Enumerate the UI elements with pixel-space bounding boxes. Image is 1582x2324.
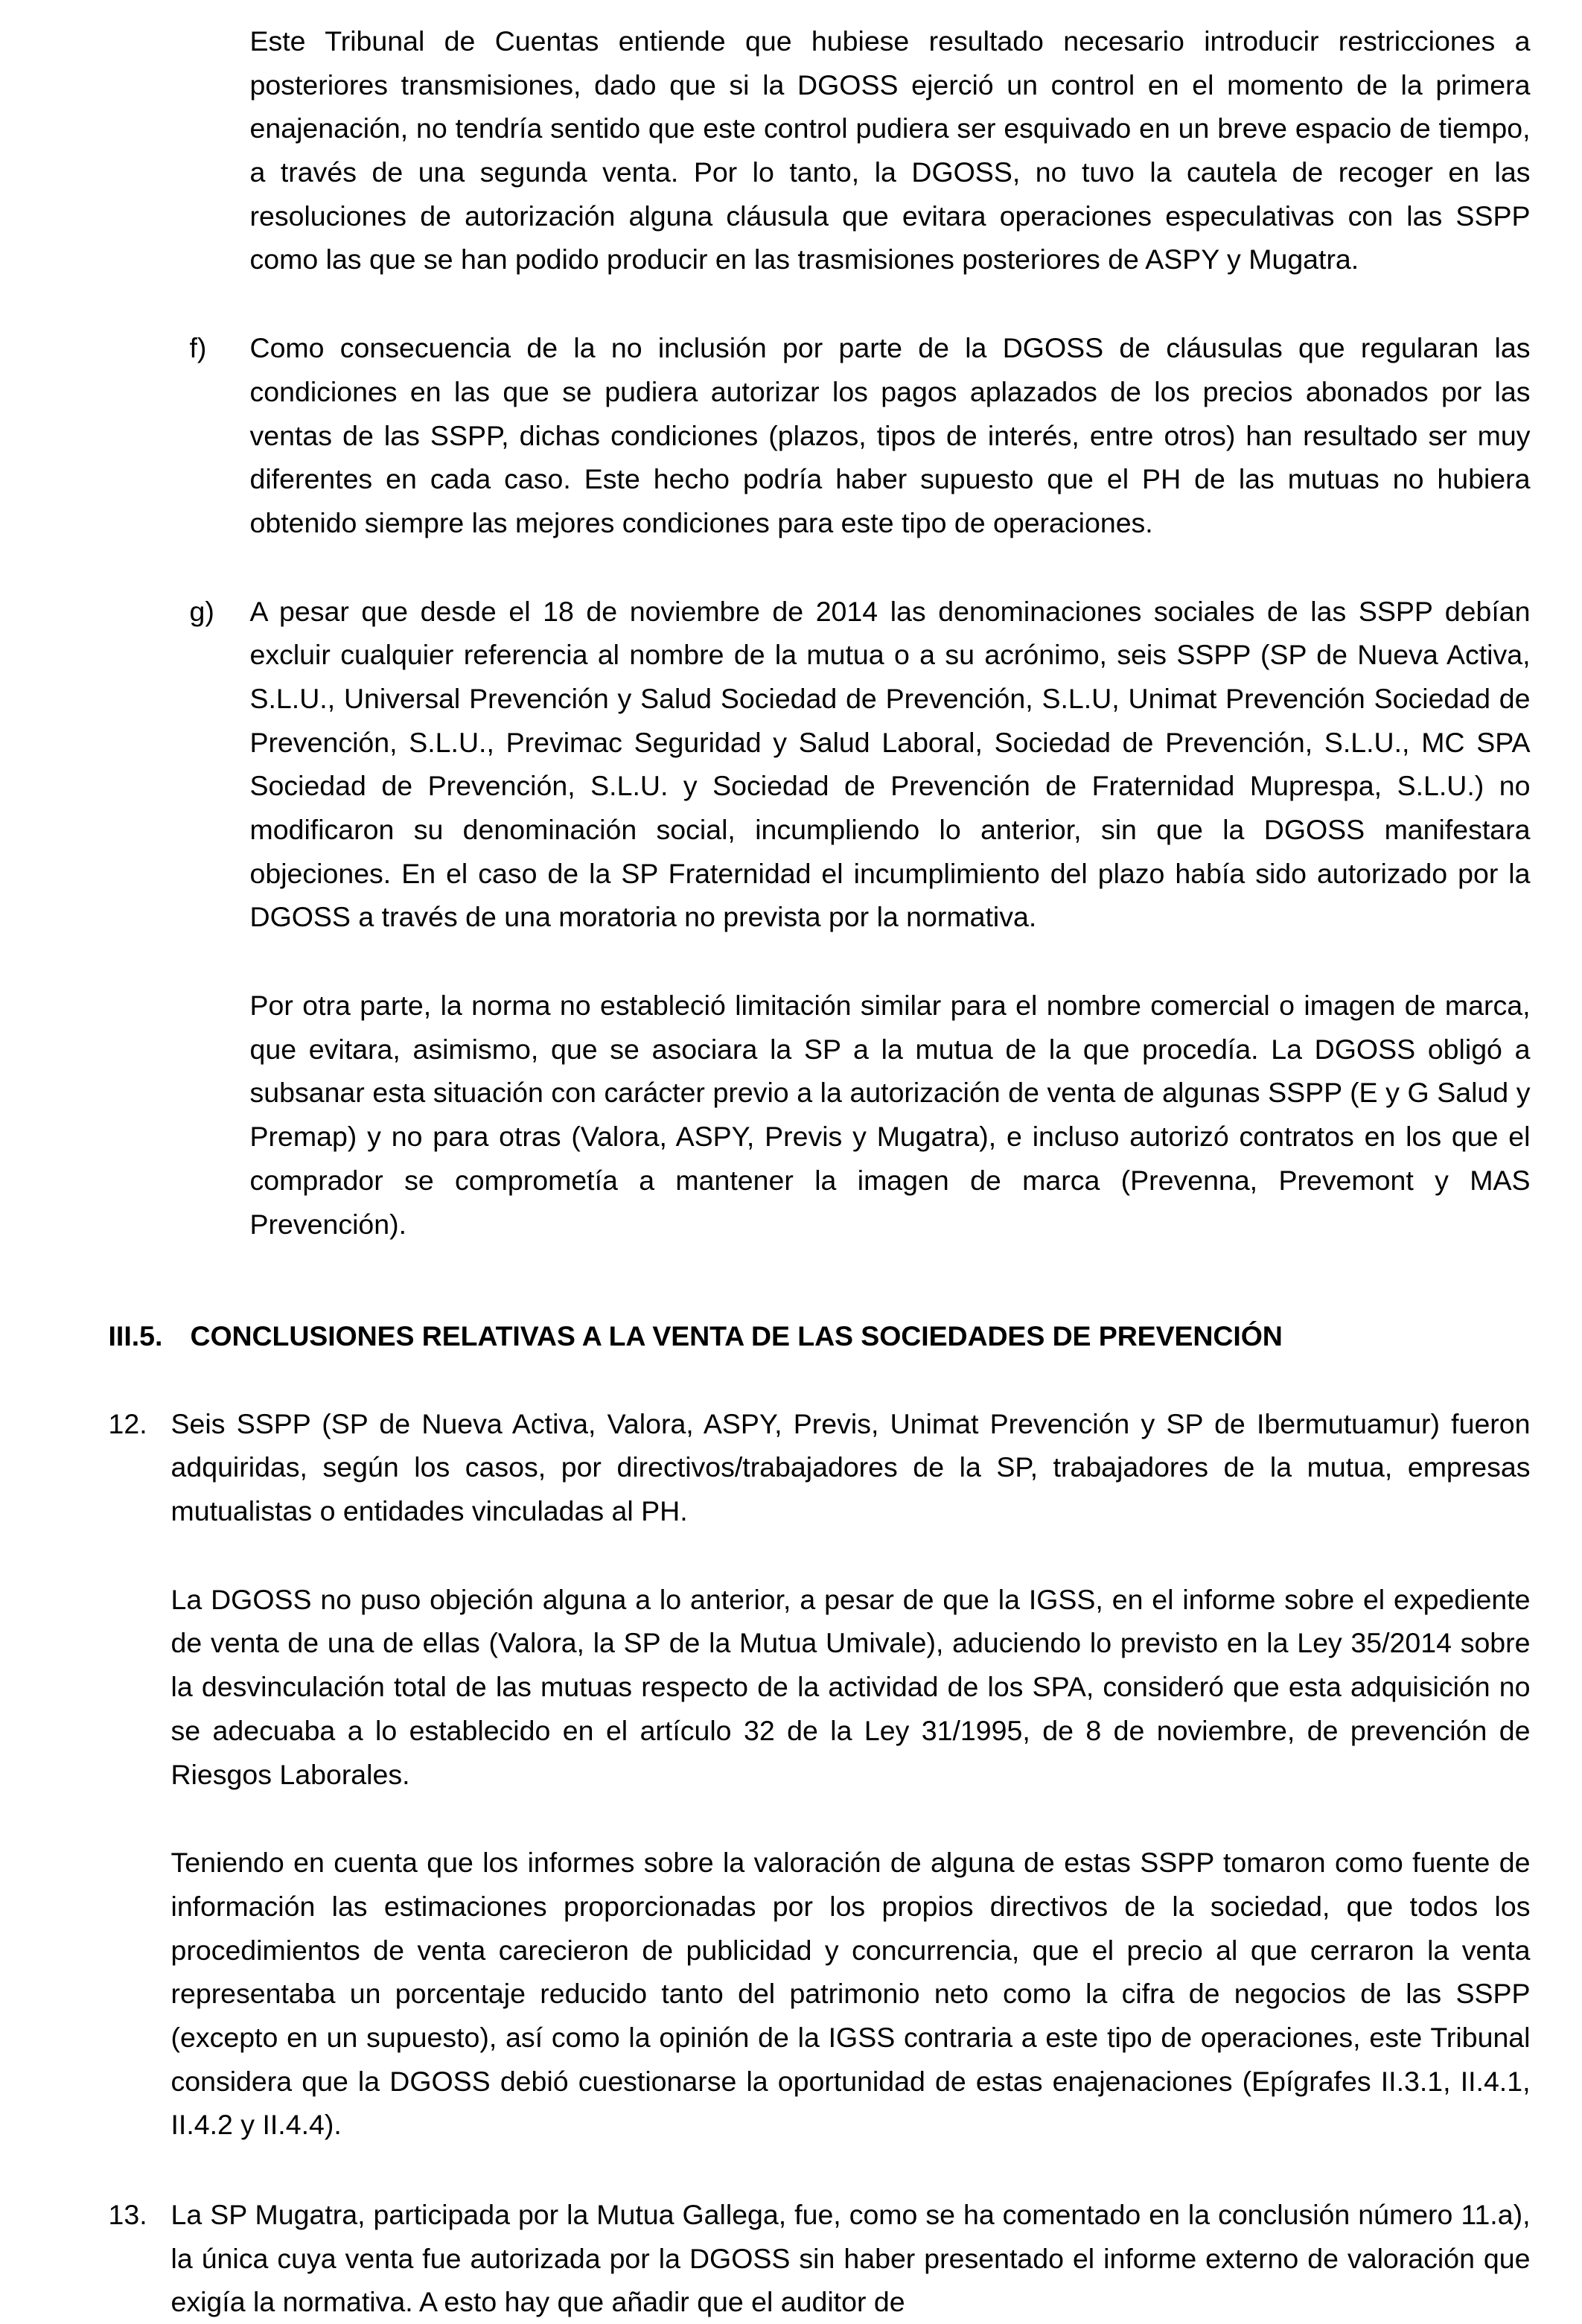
list-item-g-text: A pesar que desde el 18 de noviembre de 2014 las denominaciones sociales de las SSPP debían excluir cualquier referencia al nombre de la mutua o a su acrónimo, seis SSPP (SP de Nueva Activa, S.L.U., Universal Prevención y Salud Sociedad de Prevención, S.L.U, Unimat Prevención Sociedad de Prevención, S.L.U., Previmac Seguridad y Salud Laboral, Sociedad de Prevención, S.L.U., MC SPA Sociedad de Prevención, S.L.U. y Sociedad de Prevención de Fraternidad Muprespa, S.L.U.) no modificaron su denominación social, incumpliendo lo anterior, sin que la DGOSS manifestara objeciones. En el caso de la SP Fraternidad el incumplimiento del plazo había sido autorizado por la DGOSS a través de una moratoria no prevista por la normativa. [249, 595, 1531, 933]
conclusion-item-13 [109, 2193, 1531, 2324]
item-g-followup-paragraph: Por otra parte, la norma no estableció limitación similar para el nombre comercial o imagen de marca, que evitara, asimismo, que se asociara la SP a la mutua de la que procedía. La DGOSS obligó a subsanar esta situación con carácter previo a la autorización de venta de algunas SSPP (E y G Salud y Premap) y no para otras (Valora, ASPY, Previs y Mugatra), e incluso autorizó contratos en los que el comprador se comprometía a mantener la imagen de marca (Prevenna, Prevemont y MAS Prevención). [249, 990, 1531, 1240]
list-item-g [190, 590, 1531, 940]
list-item-f-text: Como consecuencia de la no inclusión por parte de la DGOSS de cláusulas que regularan las condiciones en las que se pudiera autorizar los pagos aplazados de los precios abonados por las ventas de las SSPP, dichas condiciones (plazos, tipos de interés, entre otros) han resultado ser muy diferentes en cada caso. Este hecho podría haber supuesto que el PH de las mutuas no hubiera obtenido siempre las mejores condiciones para este tipo de operaciones. [249, 332, 1531, 538]
conclusion-marker-13: 13. [108, 2199, 147, 2230]
intro-paragraph: Este Tribunal de Cuentas entiende que hubiese resultado necesario introducir restricciones a posteriores transmisiones, dado que si la DGOSS ejerció un control en el momento de la primera enajenación, no tendría sentido que este control pudiera ser esquivado en un breve espacio de tiempo, a través de una segunda venta. Por lo tanto, la DGOSS, no tuvo la cautela de recoger en las resoluciones de autorización alguna cláusula que evitara operaciones especulativas con las SSPP como las que se han podido producir en las trasmisiones posteriores de ASPY y Mugatra. [249, 25, 1531, 276]
conclusion-text-13: La SP Mugatra, participada por la Mutua Gallega, fue, como se ha comentado en la conclusión número 11.a), la única cuya venta fue autorizada por la DGOSS sin haber presentado el informe externo de valoración que exigía la normativa. A esto hay que añadir que el auditor de [170, 2199, 1531, 2318]
list-marker-g: g) [189, 595, 214, 627]
conclusion-12-subparagraph-1: La DGOSS no puso objeción alguna a lo anterior, a pesar de que la IGSS, en el informe sobre el expediente de venta de una de ellas (Valora, la SP de la Mutua Umivale), aduciendo lo previsto en la Ley 35/2014 sobre la desvinculación total de las mutuas respecto de la actividad de los SPA, consideró que esta adquisición no se adecuaba a lo establecido en el artículo 32 de la Ley 31/1995, de 8 de noviembre, de prevención de Riesgos Laborales. [170, 1583, 1531, 1790]
section-number: III.5. [108, 1320, 163, 1352]
conclusion-marker-12: 12. [108, 1407, 147, 1439]
conclusion-12-subparagraph-2: Teniendo en cuenta que los informes sobre la valoración de alguna de estas SSPP tomaron como fuente de información las estimaciones proporcionadas por los propios directivos de la sociedad, que todos los procedimientos de venta carecieron de publicidad y concurrencia, que el precio al que cerraron la venta representaba un porcentaje reducido tanto del patrimonio neto como la cifra de negocios de las SSPP (excepto en un supuesto), así como la opinión de la IGSS contraria a este tipo de operaciones, este Tribunal considera que la DGOSS debió cuestionarse la oportunidad de estas enajenaciones (Epígrafes II.3.1, II.4.1, II.4.2 y II.4.4). [170, 1847, 1531, 2141]
section-title: CONCLUSIONES RELATIVAS A LA VENTA DE LAS SOCIEDADES DE PREVENCIÓN [190, 1320, 1283, 1352]
conclusion-item-12 [109, 1402, 1531, 1533]
list-item-f [190, 326, 1531, 544]
page-content [52, 19, 1531, 2324]
list-marker-f: f) [189, 332, 207, 364]
conclusion-text-12: Seis SSPP (SP de Nueva Activa, Valora, ASPY, Previs, Unimat Prevención y SP de Ibermutuamur) fueron adquiridas, según los casos, por directivos/trabajadores de la SP, trabajadores de la mutua, empresas mutualistas o entidades vinculadas al PH. [170, 1407, 1531, 1527]
section-heading [109, 1317, 1538, 1356]
